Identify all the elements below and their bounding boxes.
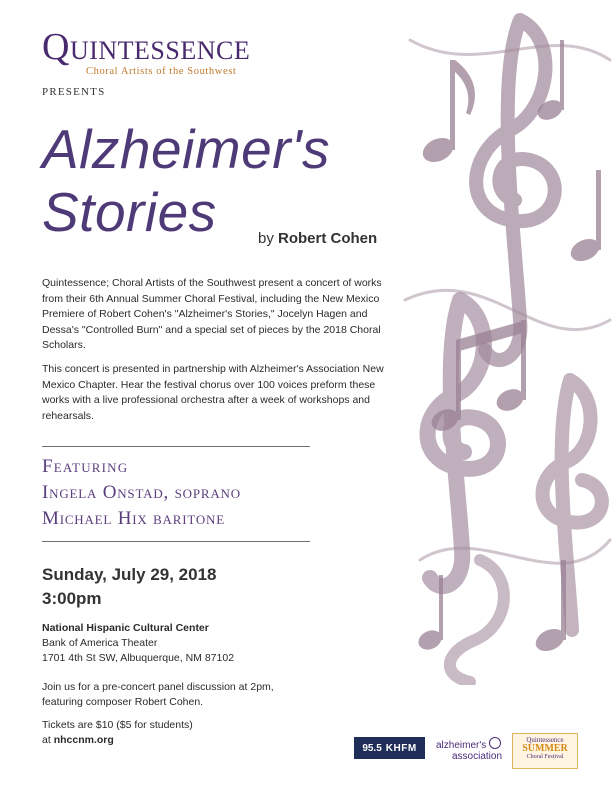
performer-2: Michael Hix baritone: [42, 508, 225, 529]
divider-bottom: [42, 541, 310, 542]
event-date: Sunday, July 29, 2018: [42, 565, 217, 584]
treble-clef-icon: [476, 20, 555, 360]
divider-top: [42, 446, 310, 447]
note-stem: [561, 560, 566, 640]
byline: [258, 230, 377, 247]
title-line-1: Alzheimer's: [42, 118, 331, 180]
festival-line-3: Choral Festival: [526, 754, 564, 760]
treble-clef-icon: [543, 380, 602, 630]
panel-line-1: Join us for a pre-concert panel discussion at 2pm,: [42, 681, 274, 693]
byline-composer: Robert Cohen: [278, 230, 378, 247]
venue-block: [42, 621, 234, 666]
sponsor-summer-festival-logo: [512, 733, 578, 769]
logo-rest: UINTESSENCE: [69, 36, 251, 65]
venue-name: National Hispanic Cultural Center: [42, 622, 209, 634]
panel-line-2: featuring composer Robert Cohen.: [42, 696, 204, 708]
quintessence-logo: [42, 26, 251, 77]
logo-cap: Q: [42, 26, 70, 68]
sponsor-khfm-logo: [354, 737, 425, 759]
note-stem: [456, 340, 461, 420]
featuring-block: [42, 454, 241, 532]
ticket-url-link[interactable]: nhccnm.org: [53, 734, 114, 746]
venue-theater: Bank of America Theater: [42, 637, 158, 649]
note-flag: [455, 60, 475, 115]
staff-curve: [405, 290, 610, 329]
note-stem: [560, 40, 564, 110]
byline-by: by: [258, 230, 274, 247]
music-notes-artwork: [400, 0, 613, 685]
logo-subtitle: Choral Artists of the Southwest: [86, 66, 237, 77]
alz-line-2: association: [452, 751, 503, 762]
ticket-price: Tickets are $10 ($5 for students): [42, 719, 193, 731]
logo-wordmark: [42, 26, 251, 68]
festival-line-1: Quintessence: [526, 736, 564, 744]
featuring-heading: Featuring: [42, 456, 129, 477]
performer-1: Ingela Onstad, soprano: [42, 482, 241, 503]
presents-label: PRESENTS: [42, 86, 106, 98]
note-stem: [439, 575, 443, 640]
note-stem: [596, 170, 601, 250]
description-paragraph-2: This concert is presented in partnership with Alzheimer's Association New Mexico Chapter. Hear the festival chorus over 100 voices preform these works with a live professional orchestra after a week of workshops and rehearsals.: [42, 363, 384, 422]
festival-line-2: SUMMER: [522, 743, 568, 754]
ticket-at: at: [42, 734, 51, 746]
alz-line-1: alzheimer's: [436, 740, 487, 751]
event-datetime: [42, 563, 217, 611]
ticket-link-line: [42, 733, 193, 748]
note-stem: [450, 60, 455, 150]
panel-discussion-note: [42, 680, 274, 710]
khfm-frequency: 95.5: [362, 742, 382, 754]
title-line-2: Stories: [42, 181, 217, 244]
staff-curve: [420, 540, 610, 563]
event-time: 3:00pm: [42, 589, 102, 608]
sponsor-alzheimers-association-logo: [436, 737, 502, 762]
description-paragraph-1: Quintessence; Choral Artists of the Southwest present a concert of works from their 6th Annual Summer Choral Festival, including the New Mexico Premiere of Robert Cohen's "Alzheimer's Stories," Jocelyn Hagen and Dessa's "Controlled Burn" and a special set of pieces by the 2018 Choral Scholars.: [42, 277, 382, 351]
khfm-name: KHFM: [385, 742, 417, 754]
concert-title: [42, 118, 330, 245]
ticket-info: [42, 718, 193, 748]
venue-address: 1701 4th St SW, Albuquerque, NM 87102: [42, 652, 235, 664]
alz-swirl-icon: [489, 737, 501, 749]
